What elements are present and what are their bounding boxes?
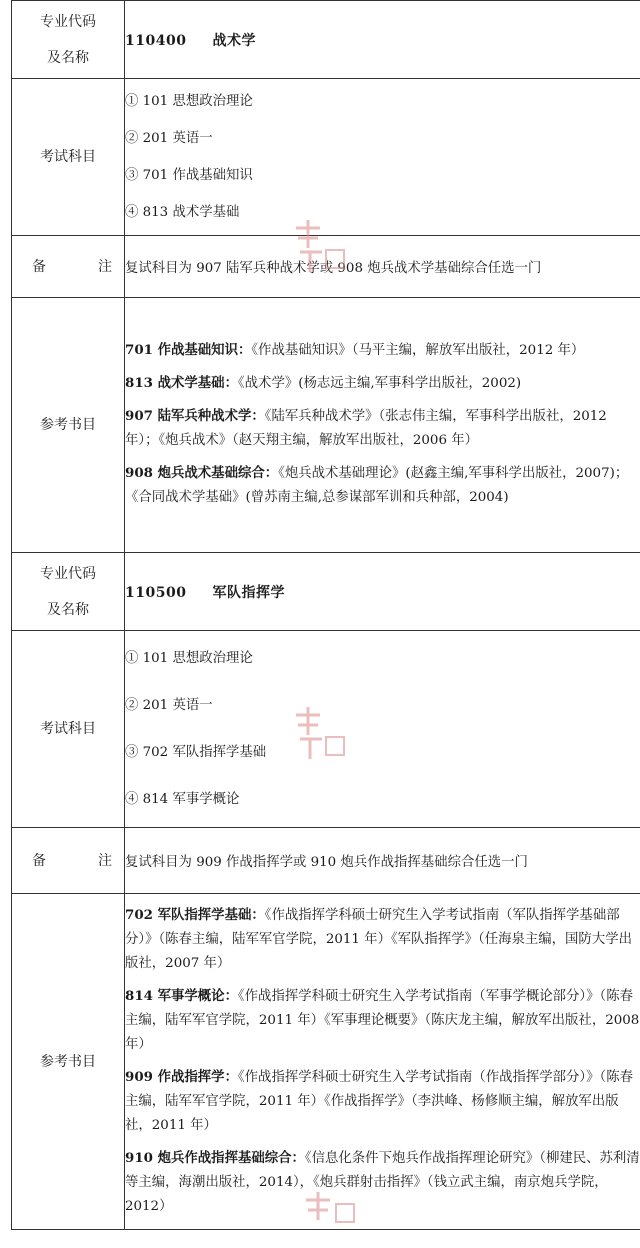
- exam-subject: ① 101 思想政治理论: [125, 83, 640, 120]
- program-info-table: [11, 0, 640, 1230]
- note-label-a: 备: [32, 259, 46, 275]
- exam-subject: ① 101 思想政治理论: [125, 635, 640, 682]
- reference-subject: 813 战术学基础：: [125, 375, 238, 391]
- exam-subject: ③ 701 作战基础知识: [125, 157, 640, 194]
- exam-subject: ② 201 英语一: [125, 120, 640, 157]
- program-code: 110500: [125, 585, 186, 601]
- reference-books: 《作战指挥学科硕士研究生入学考试指南（作战指挥学部分）》（陈春主编，陆军军官学院，2011 年）《作战指挥学》（李洪峰、杨修顺主编，解放军出版社，2011 年）: [125, 1070, 633, 1133]
- note-label-cell: [12, 236, 125, 298]
- note-text: 复试科目为 909 作战指挥学或 910 炮兵作战指挥基础综合任选一门: [125, 828, 640, 894]
- reference-label: 参考书目: [12, 298, 125, 553]
- code-value-cell: [125, 553, 640, 631]
- reference-subject: 908 炮兵战术基础综合：: [125, 465, 278, 481]
- code-row: [12, 1, 640, 79]
- code-label-line2: 及名称: [12, 592, 124, 628]
- program-name: 军队指挥学: [212, 585, 285, 601]
- note-row: [12, 828, 640, 894]
- code-label-line1: 专业代码: [12, 4, 124, 40]
- exam-subject: ④ 814 军事学概论: [125, 776, 640, 823]
- exam-subject: ④ 813 战术学基础: [125, 194, 640, 231]
- reference-books: 《信息化条件下炮兵作战指挥理论研究》（柳建民、苏利清等主编，海潮出版社，2014），《炮兵群射击指挥》（钱立武主编，南京炮兵学院，2012）: [125, 1151, 640, 1214]
- note-row: [12, 236, 640, 298]
- reference-books: 《作战基础知识》（马平主编，解放军出版社，2012 年）: [251, 343, 584, 358]
- reference-list-cell: [125, 894, 640, 1230]
- reference-books: 《炮兵战术基础理论》(赵鑫主编,军事科学出版社，2007)；《合同战术学基础》(曾苏南主编,总参谋部军训和兵种部，2004): [125, 466, 628, 505]
- program-code: 110400: [125, 33, 186, 49]
- program-name: 战术学: [212, 33, 256, 49]
- code-label-line2: 及名称: [12, 40, 124, 76]
- reference-books: 《作战指挥学科硕士研究生入学考试指南（军事学概论部分）》（陈春主编，陆军军官学院，2011 年）《军事理论概要》（陈庆龙主编，解放军出版社，2008 年）: [125, 989, 639, 1052]
- exam-label: 考试科目: [12, 631, 125, 828]
- exam-subject: ② 201 英语一: [125, 682, 640, 729]
- exam-subjects-cell: [125, 631, 640, 828]
- reference-entry: [125, 404, 640, 453]
- reference-row: [12, 298, 640, 553]
- reference-entry: [125, 461, 640, 510]
- note-label-a: 备: [32, 853, 46, 869]
- note-label-b: 注: [98, 259, 112, 275]
- reference-entry: [125, 1065, 640, 1138]
- reference-subject: 814 军事学概论：: [125, 988, 238, 1004]
- reference-entry: [125, 903, 640, 976]
- reference-label: 参考书目: [12, 894, 125, 1230]
- reference-entry: [125, 338, 640, 363]
- reference-books: 《陆军兵种战术学》（张志伟主编，军事科学出版社，2012 年）；《炮兵战术》（赵天翔主编，解放军出版社，2006 年）: [125, 409, 607, 448]
- code-row: [12, 553, 640, 631]
- exam-subjects-cell: [125, 79, 640, 236]
- reference-subject: 702 军队指挥学基础：: [125, 907, 265, 923]
- note-label-b: 注: [98, 853, 112, 869]
- reference-entry: [125, 371, 640, 396]
- code-label-cell: [12, 1, 125, 79]
- exam-subject: ③ 702 军队指挥学基础: [125, 729, 640, 776]
- reference-books: 《作战指挥学科硕士研究生入学考试指南（军队指挥学基础部分）》（陈春主编，陆军军官学院，2011 年）《军队指挥学》（任海泉主编，国防大学出版社，2007 年）: [125, 908, 632, 971]
- reference-entry: [125, 984, 640, 1057]
- note-label-cell: [12, 828, 125, 894]
- reference-entry: [125, 1146, 640, 1219]
- reference-list-cell: [125, 298, 640, 553]
- reference-subject: 907 陆军兵种战术学：: [125, 408, 265, 424]
- note-text: 复试科目为 907 陆军兵种战术学或 908 炮兵战术学基础综合任选一门: [125, 236, 640, 298]
- reference-subject: 701 作战基础知识：: [125, 342, 251, 358]
- code-label-line1: 专业代码: [12, 556, 124, 592]
- exam-label: 考试科目: [12, 79, 125, 236]
- code-label-cell: [12, 553, 125, 631]
- exam-row: [12, 631, 640, 828]
- code-value-cell: [125, 1, 640, 79]
- reference-subject: 910 炮兵作战指挥基础综合：: [125, 1150, 305, 1166]
- exam-row: [12, 79, 640, 236]
- reference-row: [12, 894, 640, 1230]
- reference-subject: 909 作战指挥学：: [125, 1069, 238, 1085]
- reference-books: 《战术学》(杨志远主编,军事科学出版社，2002): [238, 376, 521, 391]
